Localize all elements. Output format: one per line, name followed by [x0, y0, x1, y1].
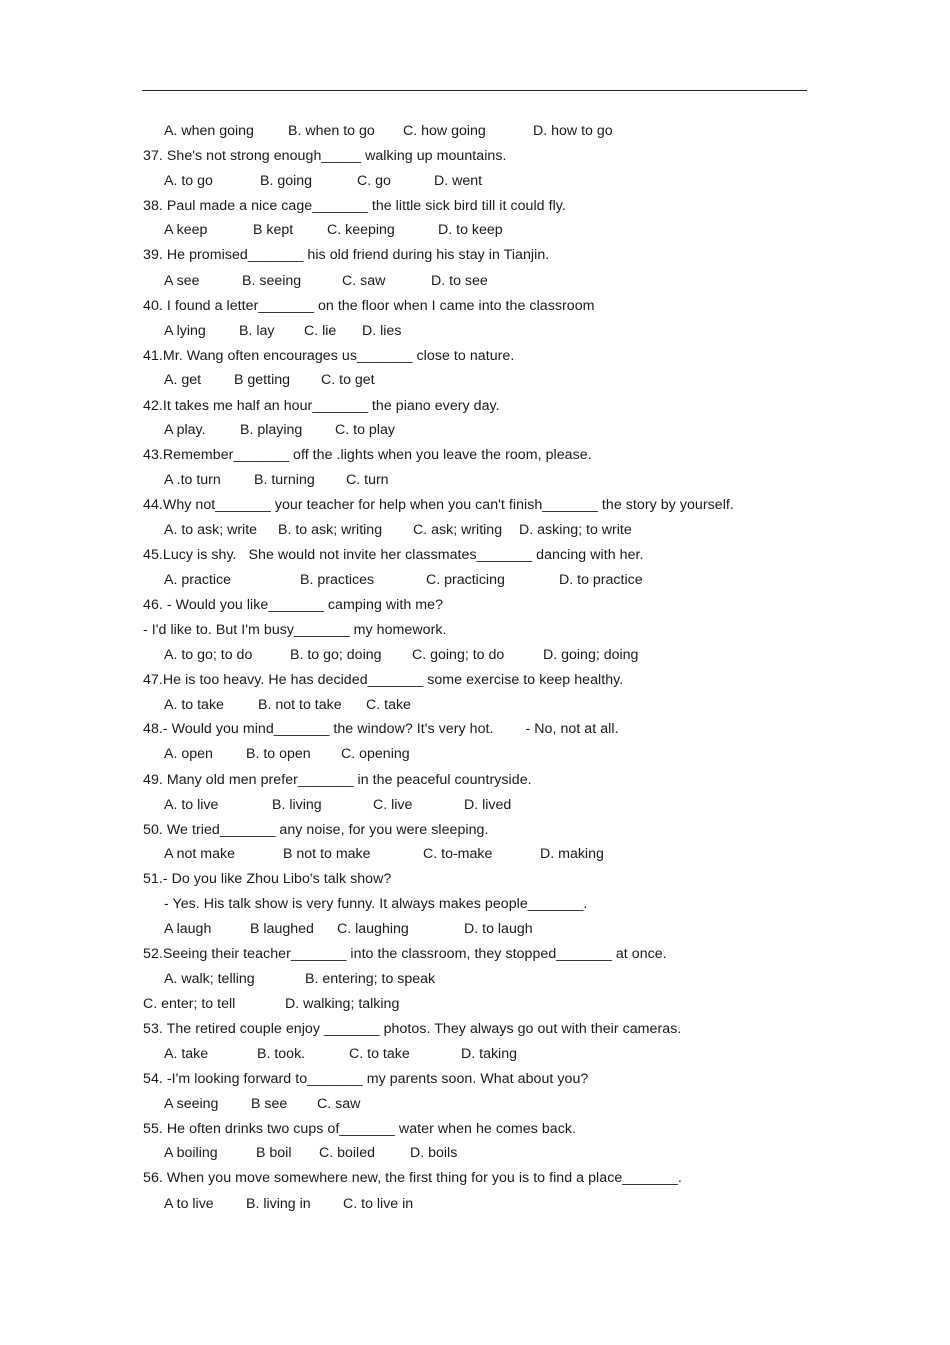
answer-option: C. to play	[335, 422, 395, 438]
answer-options-row	[0, 1046, 700, 1063]
answer-option: A boiling	[164, 1145, 218, 1161]
answer-option: B not to make	[283, 846, 371, 862]
answer-option: C. boiled	[319, 1145, 375, 1161]
answer-options-row	[0, 273, 700, 290]
answer-option: B boil	[256, 1145, 292, 1161]
answer-option: D. went	[434, 173, 483, 189]
answer-option: D. boils	[410, 1145, 458, 1161]
answer-option: A. to go	[164, 173, 213, 189]
answer-option: A. practice	[164, 572, 232, 588]
answer-options-row	[0, 846, 700, 863]
answer-option: C. take	[366, 697, 411, 713]
answer-option: B. when to go	[288, 123, 375, 139]
answer-option: A. get	[164, 372, 202, 388]
answer-option: B. practices	[300, 572, 375, 588]
answer-option: B. going	[260, 173, 313, 189]
answer-options-row	[0, 797, 700, 814]
question-stem: 51.- Do you like Zhou Libo's talk show?	[143, 871, 392, 887]
question-stem: 49. Many old men prefer_______ in the peaceful countryside.	[143, 772, 532, 788]
answer-option: D. lies	[362, 323, 402, 339]
answer-option: B. playing	[240, 422, 303, 438]
answer-options-row	[0, 422, 700, 439]
answer-option: A. to take	[164, 697, 224, 713]
answer-options-row	[0, 323, 700, 340]
answer-options-row	[0, 572, 700, 589]
answer-options-row	[0, 222, 700, 239]
answer-option: A play.	[164, 422, 206, 438]
question-stem: 52.Seeing their teacher_______ into the classroom, they stopped_______ at once.	[143, 946, 667, 962]
answer-option: A. to ask; write	[164, 522, 258, 538]
answer-options-row	[0, 996, 700, 1013]
question-stem: 50. We tried_______ any noise, for you were sleeping.	[143, 822, 489, 838]
question-stem: - I'd like to. But I'm busy_______ my homework.	[143, 622, 447, 638]
answer-option: D. lived	[464, 797, 512, 813]
answer-options-row	[0, 472, 700, 489]
answer-option: B. took.	[257, 1046, 306, 1062]
answer-option: D. to practice	[559, 572, 643, 588]
answer-option: D. how to go	[533, 123, 613, 139]
question-stem: 39. He promised_______ his old friend during his stay in Tianjin.	[143, 247, 550, 263]
answer-option: A. to live	[164, 797, 219, 813]
answer-option: A see	[164, 273, 200, 289]
answer-option: A. open	[164, 746, 213, 762]
header-rule	[142, 90, 807, 91]
answer-option: A seeing	[164, 1096, 219, 1112]
answer-options-row	[0, 522, 700, 539]
answer-option: C. go	[357, 173, 391, 189]
answer-option: A to live	[164, 1196, 214, 1212]
answer-option: A. walk; telling	[164, 971, 255, 987]
question-stem: 53. The retired couple enjoy _______ photos. They always go out with their cameras.	[143, 1021, 682, 1037]
question-stem: 55. He often drinks two cups of_______ water when he comes back.	[143, 1121, 577, 1137]
answer-option: B kept	[253, 222, 294, 238]
answer-options-row	[0, 1096, 700, 1113]
question-stem: 40. I found a letter_______ on the floor when I came into the classroom	[143, 298, 595, 314]
answer-option: C. ask; writing	[413, 522, 503, 538]
answer-options-row	[0, 921, 700, 938]
answer-option: A not make	[164, 846, 235, 862]
answer-option: B. turning	[254, 472, 315, 488]
answer-option: A. when going	[164, 123, 254, 139]
answer-option: A. to go; to do	[164, 647, 253, 663]
question-stem: 48.- Would you mind_______ the window? It's very hot. - No, not at all.	[143, 721, 619, 737]
answer-option: D. to see	[431, 273, 488, 289]
question-continuation: - Yes. His talk show is very funny. It always makes people_______.	[164, 896, 588, 912]
answer-option: D. taking	[461, 1046, 517, 1062]
answer-option: C. to take	[349, 1046, 410, 1062]
answer-option: B laughed	[250, 921, 314, 937]
question-stem: 41.Mr. Wang often encourages us_______ close to nature.	[143, 348, 515, 364]
answer-options-row	[0, 746, 700, 763]
answer-option: D. going; doing	[543, 647, 639, 663]
answer-option: A .to turn	[164, 472, 221, 488]
answer-options-row	[0, 697, 700, 714]
answer-option: B see	[251, 1096, 288, 1112]
answer-option: A keep	[164, 222, 208, 238]
answer-option: C. going; to do	[412, 647, 505, 663]
question-stem: 42.It takes me half an hour_______ the piano every day.	[143, 398, 500, 414]
answer-option: C. saw	[317, 1096, 361, 1112]
answer-option: B. lay	[239, 323, 275, 339]
answer-option: B. to ask; writing	[278, 522, 383, 538]
question-stem: 44.Why not_______ your teacher for help when you can't finish_______ the story by yourself.	[143, 497, 734, 513]
answer-options-row	[0, 372, 700, 389]
answer-option: C. live	[373, 797, 413, 813]
answer-option: C. enter; to tell	[143, 996, 236, 1012]
answer-option: B. living	[272, 797, 322, 813]
answer-option: D. to laugh	[464, 921, 533, 937]
answer-option: C. to-make	[423, 846, 493, 862]
question-stem: 56. When you move somewhere new, the first thing for you is to find a place_______.	[143, 1170, 682, 1186]
answer-options-row	[0, 173, 700, 190]
question-stem: 37. She's not strong enough_____ walking up mountains.	[143, 148, 507, 164]
question-stem: 45.Lucy is shy. She would not invite her classmates_______ dancing with her.	[143, 547, 644, 563]
answer-options-row	[0, 123, 700, 140]
answer-option: C. to get	[321, 372, 375, 388]
answer-option: D. asking; to write	[519, 522, 632, 538]
answer-option: C. opening	[341, 746, 410, 762]
answer-option: B. seeing	[242, 273, 302, 289]
answer-option: C. how going	[403, 123, 486, 139]
answer-option: A lying	[164, 323, 206, 339]
answer-option: A. take	[164, 1046, 209, 1062]
answer-option: C. practicing	[426, 572, 505, 588]
answer-option: D. making	[540, 846, 604, 862]
answer-option: A laugh	[164, 921, 212, 937]
question-stem: 38. Paul made a nice cage_______ the little sick bird till it could fly.	[143, 198, 566, 214]
answer-options-row	[0, 1145, 700, 1162]
answer-option: B getting	[234, 372, 291, 388]
answer-option: B. to open	[246, 746, 311, 762]
answer-option: C. to live in	[343, 1196, 414, 1212]
answer-options-row	[0, 971, 700, 988]
answer-option: D. to keep	[438, 222, 503, 238]
answer-option: C. turn	[346, 472, 389, 488]
question-stem: 46. - Would you like_______ camping with me?	[143, 597, 444, 613]
answer-options-row	[0, 1196, 700, 1213]
question-stem: 47.He is too heavy. He has decided_______ some exercise to keep healthy.	[143, 672, 624, 688]
answer-option: C. lie	[304, 323, 337, 339]
answer-option: C. laughing	[337, 921, 409, 937]
answer-option: D. walking; talking	[285, 996, 400, 1012]
answer-option: B. living in	[246, 1196, 311, 1212]
answer-option: B. entering; to speak	[305, 971, 436, 987]
answer-option: B. to go; doing	[290, 647, 382, 663]
answer-option: B. not to take	[258, 697, 342, 713]
answer-option: C. keeping	[327, 222, 395, 238]
answer-options-row	[0, 647, 700, 664]
question-stem: 43.Remember_______ off the .lights when you leave the room, please.	[143, 447, 592, 463]
question-stem: 54. -I'm looking forward to_______ my parents soon. What about you?	[143, 1071, 589, 1087]
answer-option: C. saw	[342, 273, 386, 289]
